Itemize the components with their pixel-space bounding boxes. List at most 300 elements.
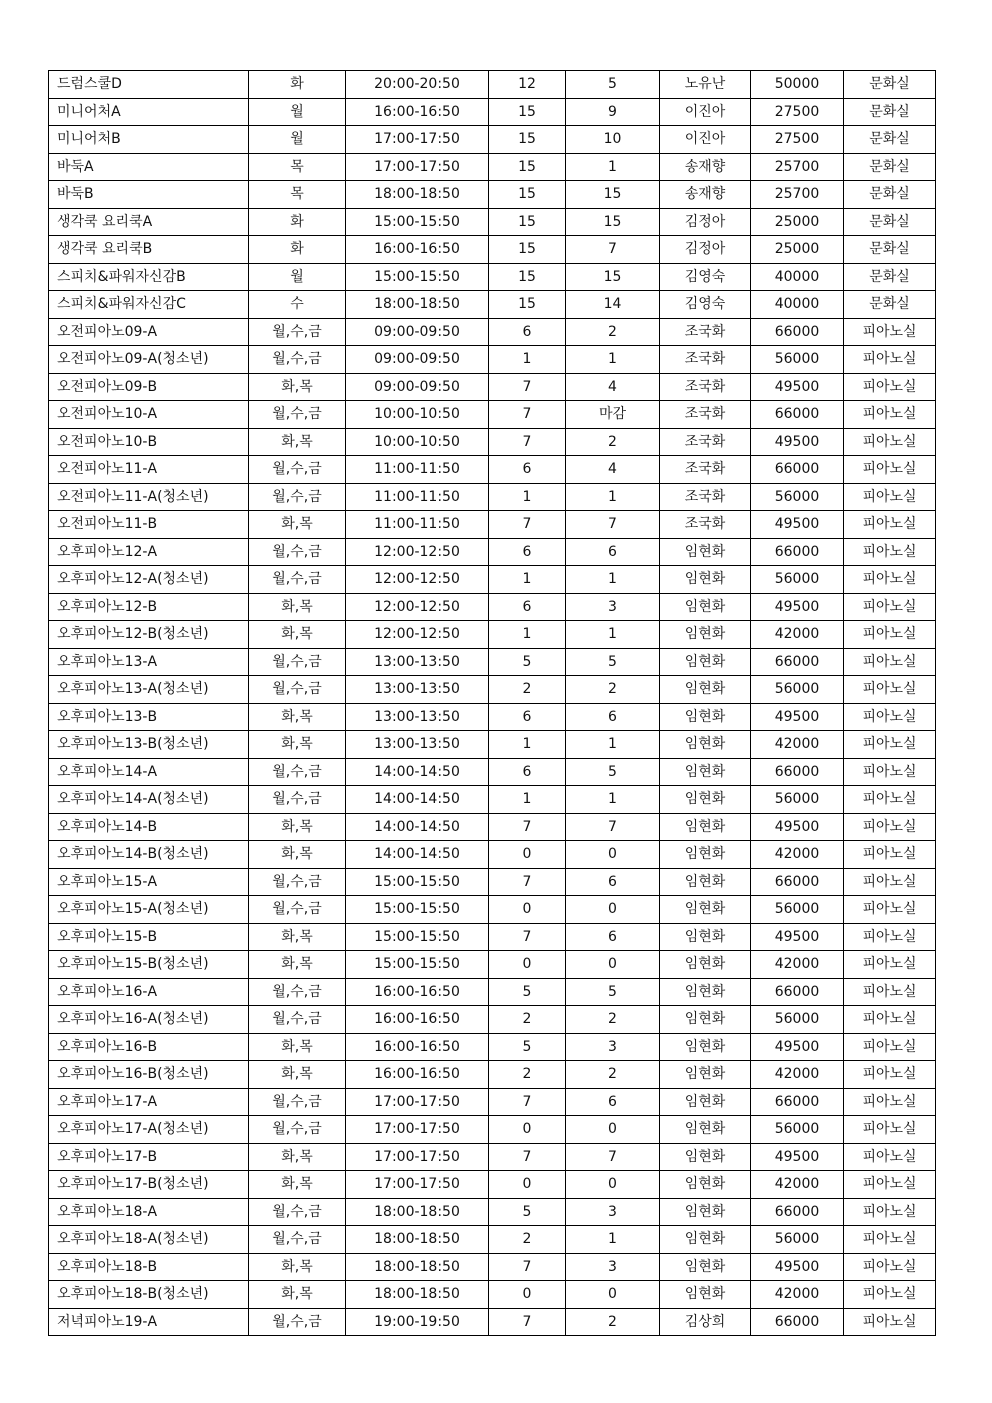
instructor-cell: 임현화 xyxy=(660,538,751,566)
instructor-cell: 임현화 xyxy=(660,1006,751,1034)
enrolled-cell: 5 xyxy=(566,758,660,786)
fee-cell: 66000 xyxy=(751,401,844,429)
instructor-cell: 임현화 xyxy=(660,1198,751,1226)
time-slot-cell: 13:00-13:50 xyxy=(346,703,489,731)
room-cell: 피아노실 xyxy=(844,1033,936,1061)
weekdays-cell: 화,목 xyxy=(249,373,346,401)
capacity-cell: 15 xyxy=(489,208,566,236)
weekdays-cell: 월,수,금 xyxy=(249,1226,346,1254)
enrolled-cell: 15 xyxy=(566,208,660,236)
instructor-cell: 임현화 xyxy=(660,813,751,841)
course-name-cell: 오후피아노17-B(청소년) xyxy=(49,1171,249,1199)
fee-cell: 49500 xyxy=(751,373,844,401)
weekdays-cell: 월,수,금 xyxy=(249,758,346,786)
table-row xyxy=(49,1061,936,1089)
room-cell: 피아노실 xyxy=(844,868,936,896)
enrolled-cell: 1 xyxy=(566,621,660,649)
table-row xyxy=(49,1088,936,1116)
fee-cell: 66000 xyxy=(751,456,844,484)
fee-cell: 49500 xyxy=(751,593,844,621)
time-slot-cell: 17:00-17:50 xyxy=(346,1116,489,1144)
table-row xyxy=(49,1143,936,1171)
time-slot-cell: 15:00-15:50 xyxy=(346,208,489,236)
weekdays-cell: 월,수,금 xyxy=(249,978,346,1006)
room-cell: 피아노실 xyxy=(844,1198,936,1226)
table-row xyxy=(49,923,936,951)
instructor-cell: 임현화 xyxy=(660,621,751,649)
weekdays-cell: 목 xyxy=(249,181,346,209)
fee-cell: 56000 xyxy=(751,346,844,374)
room-cell: 피아노실 xyxy=(844,566,936,594)
enrolled-cell: 2 xyxy=(566,1061,660,1089)
instructor-cell: 김정아 xyxy=(660,236,751,264)
instructor-cell: 임현화 xyxy=(660,648,751,676)
table-row xyxy=(49,373,936,401)
fee-cell: 66000 xyxy=(751,1198,844,1226)
weekdays-cell: 월,수,금 xyxy=(249,648,346,676)
weekdays-cell: 월,수,금 xyxy=(249,566,346,594)
time-slot-cell: 17:00-17:50 xyxy=(346,1171,489,1199)
table-row xyxy=(49,538,936,566)
instructor-cell: 김영숙 xyxy=(660,263,751,291)
table-row xyxy=(49,758,936,786)
fee-cell: 49500 xyxy=(751,511,844,539)
fee-cell: 49500 xyxy=(751,1033,844,1061)
room-cell: 문화실 xyxy=(844,153,936,181)
fee-cell: 49500 xyxy=(751,428,844,456)
course-name-cell: 드럼스쿨D xyxy=(49,71,249,99)
enrolled-cell: 7 xyxy=(566,1143,660,1171)
enrolled-cell: 7 xyxy=(566,236,660,264)
room-cell: 문화실 xyxy=(844,181,936,209)
room-cell: 피아노실 xyxy=(844,923,936,951)
time-slot-cell: 18:00-18:50 xyxy=(346,1253,489,1281)
capacity-cell: 0 xyxy=(489,1116,566,1144)
fee-cell: 40000 xyxy=(751,291,844,319)
enrolled-cell: 3 xyxy=(566,593,660,621)
time-slot-cell: 15:00-15:50 xyxy=(346,263,489,291)
room-cell: 피아노실 xyxy=(844,758,936,786)
room-cell: 피아노실 xyxy=(844,621,936,649)
enrolled-cell: 6 xyxy=(566,868,660,896)
capacity-cell: 0 xyxy=(489,1171,566,1199)
capacity-cell: 6 xyxy=(489,318,566,346)
room-cell: 피아노실 xyxy=(844,841,936,869)
course-name-cell: 생각쿡 요리쿡A xyxy=(49,208,249,236)
room-cell: 피아노실 xyxy=(844,703,936,731)
instructor-cell: 임현화 xyxy=(660,731,751,759)
capacity-cell: 1 xyxy=(489,566,566,594)
fee-cell: 40000 xyxy=(751,263,844,291)
course-name-cell: 오후피아노16-A(청소년) xyxy=(49,1006,249,1034)
weekdays-cell: 화,목 xyxy=(249,951,346,979)
time-slot-cell: 12:00-12:50 xyxy=(346,593,489,621)
instructor-cell: 조국화 xyxy=(660,428,751,456)
course-name-cell: 오전피아노09-A(청소년) xyxy=(49,346,249,374)
table-row xyxy=(49,1116,936,1144)
fee-cell: 25000 xyxy=(751,208,844,236)
weekdays-cell: 화 xyxy=(249,71,346,99)
table-row xyxy=(49,401,936,429)
fee-cell: 56000 xyxy=(751,566,844,594)
time-slot-cell: 14:00-14:50 xyxy=(346,786,489,814)
fee-cell: 49500 xyxy=(751,1143,844,1171)
weekdays-cell: 월 xyxy=(249,263,346,291)
room-cell: 문화실 xyxy=(844,263,936,291)
time-slot-cell: 13:00-13:50 xyxy=(346,676,489,704)
course-name-cell: 미니어처A xyxy=(49,98,249,126)
instructor-cell: 임현화 xyxy=(660,786,751,814)
instructor-cell: 조국화 xyxy=(660,511,751,539)
instructor-cell: 임현화 xyxy=(660,923,751,951)
table-row xyxy=(49,1308,936,1336)
fee-cell: 25700 xyxy=(751,181,844,209)
weekdays-cell: 월,수,금 xyxy=(249,318,346,346)
capacity-cell: 6 xyxy=(489,703,566,731)
weekdays-cell: 화,목 xyxy=(249,1033,346,1061)
capacity-cell: 7 xyxy=(489,1143,566,1171)
table-row xyxy=(49,868,936,896)
weekdays-cell: 화 xyxy=(249,236,346,264)
time-slot-cell: 18:00-18:50 xyxy=(346,1281,489,1309)
fee-cell: 42000 xyxy=(751,951,844,979)
capacity-cell: 0 xyxy=(489,1281,566,1309)
course-name-cell: 오후피아노15-B(청소년) xyxy=(49,951,249,979)
fee-cell: 25700 xyxy=(751,153,844,181)
room-cell: 피아노실 xyxy=(844,373,936,401)
instructor-cell: 임현화 xyxy=(660,1226,751,1254)
capacity-cell: 2 xyxy=(489,676,566,704)
enrolled-cell: 2 xyxy=(566,1006,660,1034)
course-name-cell: 오후피아노17-A(청소년) xyxy=(49,1116,249,1144)
time-slot-cell: 17:00-17:50 xyxy=(346,126,489,154)
weekdays-cell: 월 xyxy=(249,126,346,154)
weekdays-cell: 목 xyxy=(249,153,346,181)
room-cell: 문화실 xyxy=(844,291,936,319)
room-cell: 피아노실 xyxy=(844,318,936,346)
capacity-cell: 7 xyxy=(489,373,566,401)
time-slot-cell: 17:00-17:50 xyxy=(346,1143,489,1171)
capacity-cell: 2 xyxy=(489,1006,566,1034)
instructor-cell: 임현화 xyxy=(660,1281,751,1309)
weekdays-cell: 화,목 xyxy=(249,621,346,649)
enrolled-cell: 1 xyxy=(566,153,660,181)
weekdays-cell: 화,목 xyxy=(249,1061,346,1089)
fee-cell: 66000 xyxy=(751,868,844,896)
time-slot-cell: 19:00-19:50 xyxy=(346,1308,489,1336)
fee-cell: 56000 xyxy=(751,896,844,924)
course-name-cell: 스피치&파워자신감B xyxy=(49,263,249,291)
table-row xyxy=(49,1226,936,1254)
enrolled-cell: 3 xyxy=(566,1198,660,1226)
table-row xyxy=(49,291,936,319)
capacity-cell: 7 xyxy=(489,511,566,539)
table-row xyxy=(49,1006,936,1034)
time-slot-cell: 16:00-16:50 xyxy=(346,98,489,126)
fee-cell: 66000 xyxy=(751,758,844,786)
capacity-cell: 1 xyxy=(489,346,566,374)
room-cell: 피아노실 xyxy=(844,346,936,374)
fee-cell: 42000 xyxy=(751,841,844,869)
course-name-cell: 오후피아노17-A xyxy=(49,1088,249,1116)
room-cell: 피아노실 xyxy=(844,1171,936,1199)
fee-cell: 27500 xyxy=(751,98,844,126)
enrolled-cell: 4 xyxy=(566,373,660,401)
enrolled-cell: 2 xyxy=(566,318,660,346)
fee-cell: 66000 xyxy=(751,1308,844,1336)
time-slot-cell: 09:00-09:50 xyxy=(346,346,489,374)
instructor-cell: 임현화 xyxy=(660,1033,751,1061)
course-name-cell: 오전피아노09-B xyxy=(49,373,249,401)
room-cell: 피아노실 xyxy=(844,1281,936,1309)
fee-cell: 66000 xyxy=(751,538,844,566)
room-cell: 피아노실 xyxy=(844,593,936,621)
time-slot-cell: 16:00-16:50 xyxy=(346,1033,489,1061)
table-row xyxy=(49,1281,936,1309)
room-cell: 피아노실 xyxy=(844,648,936,676)
enrolled-cell: 2 xyxy=(566,676,660,704)
enrolled-cell: 0 xyxy=(566,841,660,869)
time-slot-cell: 13:00-13:50 xyxy=(346,648,489,676)
capacity-cell: 7 xyxy=(489,1253,566,1281)
course-name-cell: 오후피아노18-A xyxy=(49,1198,249,1226)
enrolled-cell: 0 xyxy=(566,1281,660,1309)
fee-cell: 56000 xyxy=(751,1226,844,1254)
enrolled-cell: 5 xyxy=(566,71,660,99)
weekdays-cell: 월 xyxy=(249,98,346,126)
course-name-cell: 오후피아노12-A xyxy=(49,538,249,566)
time-slot-cell: 12:00-12:50 xyxy=(346,566,489,594)
time-slot-cell: 16:00-16:50 xyxy=(346,1061,489,1089)
fee-cell: 49500 xyxy=(751,813,844,841)
table-row xyxy=(49,263,936,291)
time-slot-cell: 18:00-18:50 xyxy=(346,291,489,319)
room-cell: 피아노실 xyxy=(844,511,936,539)
capacity-cell: 15 xyxy=(489,263,566,291)
capacity-cell: 6 xyxy=(489,456,566,484)
capacity-cell: 15 xyxy=(489,236,566,264)
instructor-cell: 김영숙 xyxy=(660,291,751,319)
weekdays-cell: 월,수,금 xyxy=(249,1198,346,1226)
time-slot-cell: 16:00-16:50 xyxy=(346,978,489,1006)
enrolled-cell: 15 xyxy=(566,181,660,209)
instructor-cell: 임현화 xyxy=(660,1253,751,1281)
table-row xyxy=(49,703,936,731)
instructor-cell: 임현화 xyxy=(660,593,751,621)
enrolled-cell: 1 xyxy=(566,1226,660,1254)
capacity-cell: 7 xyxy=(489,401,566,429)
enrolled-cell: 4 xyxy=(566,456,660,484)
room-cell: 피아노실 xyxy=(844,1143,936,1171)
instructor-cell: 송재향 xyxy=(660,153,751,181)
fee-cell: 42000 xyxy=(751,621,844,649)
room-cell: 문화실 xyxy=(844,126,936,154)
weekdays-cell: 화,목 xyxy=(249,813,346,841)
course-name-cell: 바둑A xyxy=(49,153,249,181)
capacity-cell: 7 xyxy=(489,1308,566,1336)
instructor-cell: 임현화 xyxy=(660,703,751,731)
table-row xyxy=(49,786,936,814)
enrolled-cell: 1 xyxy=(566,566,660,594)
course-name-cell: 생각쿡 요리쿡B xyxy=(49,236,249,264)
instructor-cell: 임현화 xyxy=(660,1171,751,1199)
instructor-cell: 조국화 xyxy=(660,346,751,374)
table-row xyxy=(49,1253,936,1281)
enrolled-cell: 14 xyxy=(566,291,660,319)
course-name-cell: 오후피아노16-B xyxy=(49,1033,249,1061)
enrolled-cell: 5 xyxy=(566,648,660,676)
weekdays-cell: 월,수,금 xyxy=(249,1116,346,1144)
time-slot-cell: 17:00-17:50 xyxy=(346,153,489,181)
time-slot-cell: 18:00-18:50 xyxy=(346,181,489,209)
room-cell: 문화실 xyxy=(844,98,936,126)
weekdays-cell: 월,수,금 xyxy=(249,456,346,484)
time-slot-cell: 10:00-10:50 xyxy=(346,401,489,429)
table-row xyxy=(49,318,936,346)
instructor-cell: 임현화 xyxy=(660,896,751,924)
room-cell: 피아노실 xyxy=(844,1061,936,1089)
capacity-cell: 15 xyxy=(489,153,566,181)
capacity-cell: 15 xyxy=(489,126,566,154)
course-name-cell: 스피치&파워자신감C xyxy=(49,291,249,319)
fee-cell: 56000 xyxy=(751,1006,844,1034)
table-row xyxy=(49,1198,936,1226)
enrolled-cell: 0 xyxy=(566,1116,660,1144)
course-name-cell: 오후피아노13-A xyxy=(49,648,249,676)
course-name-cell: 오후피아노14-B xyxy=(49,813,249,841)
course-name-cell: 저녁피아노19-A xyxy=(49,1308,249,1336)
time-slot-cell: 16:00-16:50 xyxy=(346,236,489,264)
capacity-cell: 0 xyxy=(489,841,566,869)
room-cell: 피아노실 xyxy=(844,1088,936,1116)
course-name-cell: 오후피아노14-B(청소년) xyxy=(49,841,249,869)
course-name-cell: 오후피아노15-A xyxy=(49,868,249,896)
course-name-cell: 오전피아노10-A xyxy=(49,401,249,429)
enrolled-cell: 6 xyxy=(566,1088,660,1116)
capacity-cell: 1 xyxy=(489,621,566,649)
time-slot-cell: 14:00-14:50 xyxy=(346,841,489,869)
fee-cell: 56000 xyxy=(751,1116,844,1144)
weekdays-cell: 화,목 xyxy=(249,593,346,621)
course-name-cell: 오전피아노11-B xyxy=(49,511,249,539)
time-slot-cell: 11:00-11:50 xyxy=(346,456,489,484)
capacity-cell: 15 xyxy=(489,291,566,319)
enrolled-cell: 1 xyxy=(566,786,660,814)
fee-cell: 66000 xyxy=(751,1088,844,1116)
enrolled-cell: 5 xyxy=(566,978,660,1006)
table-row xyxy=(49,841,936,869)
weekdays-cell: 월,수,금 xyxy=(249,896,346,924)
table-row xyxy=(49,978,936,1006)
time-slot-cell: 15:00-15:50 xyxy=(346,923,489,951)
capacity-cell: 7 xyxy=(489,813,566,841)
table-row xyxy=(49,511,936,539)
instructor-cell: 조국화 xyxy=(660,456,751,484)
enrolled-cell: 9 xyxy=(566,98,660,126)
course-name-cell: 오후피아노12-A(청소년) xyxy=(49,566,249,594)
room-cell: 피아노실 xyxy=(844,786,936,814)
table-row xyxy=(49,621,936,649)
time-slot-cell: 15:00-15:50 xyxy=(346,868,489,896)
fee-cell: 42000 xyxy=(751,1171,844,1199)
enrolled-cell: 1 xyxy=(566,483,660,511)
course-name-cell: 오후피아노16-B(청소년) xyxy=(49,1061,249,1089)
table-row xyxy=(49,71,936,99)
time-slot-cell: 10:00-10:50 xyxy=(346,428,489,456)
course-name-cell: 오후피아노18-A(청소년) xyxy=(49,1226,249,1254)
weekdays-cell: 월,수,금 xyxy=(249,483,346,511)
enrolled-cell: 6 xyxy=(566,538,660,566)
fee-cell: 42000 xyxy=(751,731,844,759)
weekdays-cell: 화,목 xyxy=(249,731,346,759)
weekdays-cell: 화,목 xyxy=(249,1171,346,1199)
room-cell: 피아노실 xyxy=(844,401,936,429)
capacity-cell: 7 xyxy=(489,1088,566,1116)
room-cell: 피아노실 xyxy=(844,813,936,841)
time-slot-cell: 18:00-18:50 xyxy=(346,1226,489,1254)
table-row xyxy=(49,648,936,676)
enrolled-cell: 0 xyxy=(566,951,660,979)
time-slot-cell: 17:00-17:50 xyxy=(346,1088,489,1116)
fee-cell: 27500 xyxy=(751,126,844,154)
course-name-cell: 오후피아노12-B(청소년) xyxy=(49,621,249,649)
table-row xyxy=(49,593,936,621)
instructor-cell: 임현화 xyxy=(660,1088,751,1116)
course-name-cell: 오후피아노17-B xyxy=(49,1143,249,1171)
table-row xyxy=(49,566,936,594)
instructor-cell: 조국화 xyxy=(660,373,751,401)
enrolled-cell: 6 xyxy=(566,703,660,731)
course-name-cell: 오후피아노18-B(청소년) xyxy=(49,1281,249,1309)
room-cell: 피아노실 xyxy=(844,1116,936,1144)
room-cell: 피아노실 xyxy=(844,951,936,979)
fee-cell: 56000 xyxy=(751,483,844,511)
enrolled-cell: 10 xyxy=(566,126,660,154)
fee-cell: 42000 xyxy=(751,1061,844,1089)
room-cell: 피아노실 xyxy=(844,1308,936,1336)
table-body xyxy=(49,71,936,1336)
enrolled-cell: 7 xyxy=(566,511,660,539)
weekdays-cell: 화,목 xyxy=(249,511,346,539)
time-slot-cell: 11:00-11:50 xyxy=(346,483,489,511)
capacity-cell: 5 xyxy=(489,648,566,676)
instructor-cell: 임현화 xyxy=(660,841,751,869)
capacity-cell: 6 xyxy=(489,538,566,566)
weekdays-cell: 화,목 xyxy=(249,1143,346,1171)
weekdays-cell: 화,목 xyxy=(249,1281,346,1309)
table-row xyxy=(49,126,936,154)
fee-cell: 66000 xyxy=(751,978,844,1006)
instructor-cell: 임현화 xyxy=(660,951,751,979)
course-table xyxy=(48,70,936,1336)
fee-cell: 66000 xyxy=(751,318,844,346)
enrolled-cell: 15 xyxy=(566,263,660,291)
enrolled-cell: 3 xyxy=(566,1253,660,1281)
fee-cell: 50000 xyxy=(751,71,844,99)
instructor-cell: 임현화 xyxy=(660,868,751,896)
instructor-cell: 임현화 xyxy=(660,566,751,594)
instructor-cell: 임현화 xyxy=(660,758,751,786)
fee-cell: 49500 xyxy=(751,703,844,731)
course-name-cell: 바둑B xyxy=(49,181,249,209)
instructor-cell: 이진아 xyxy=(660,98,751,126)
room-cell: 피아노실 xyxy=(844,978,936,1006)
room-cell: 피아노실 xyxy=(844,428,936,456)
room-cell: 피아노실 xyxy=(844,896,936,924)
capacity-cell: 1 xyxy=(489,786,566,814)
room-cell: 피아노실 xyxy=(844,676,936,704)
weekdays-cell: 수 xyxy=(249,291,346,319)
